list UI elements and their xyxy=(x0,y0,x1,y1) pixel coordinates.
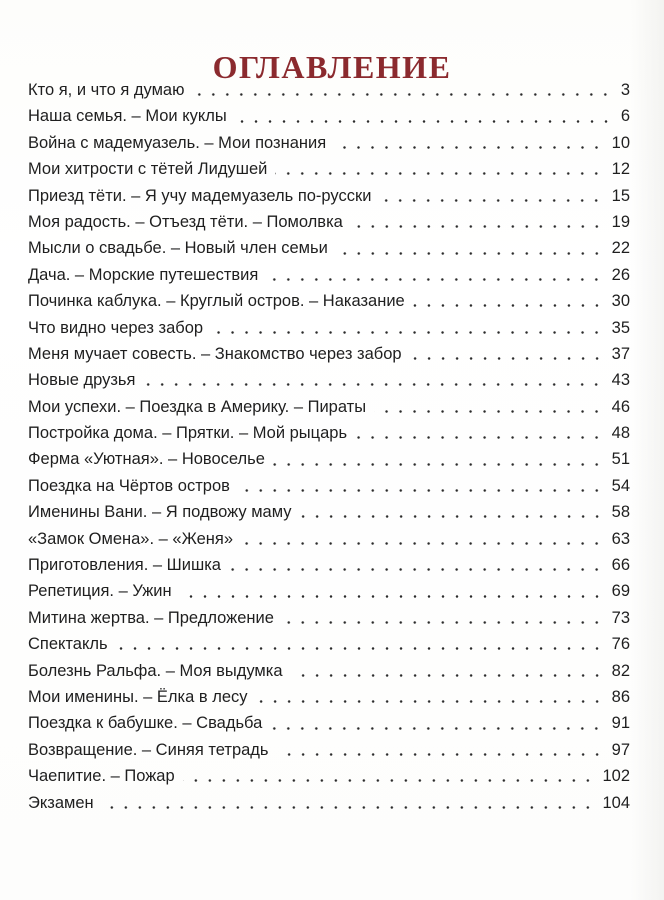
dot-leader xyxy=(336,252,604,255)
page-number: 22 xyxy=(611,239,630,258)
chapter-title: Репетиция. – Ужин xyxy=(28,582,172,601)
chapter-title: Мысли о свадьбе. – Новый член семьи xyxy=(28,239,328,258)
table-of-contents xyxy=(28,77,630,816)
chapter-title: Мои успехи. – Поездка в Америку. – Пираты xyxy=(28,397,367,416)
dot-leader xyxy=(229,568,604,571)
page-number: 3 xyxy=(620,81,630,99)
toc-entry xyxy=(28,684,630,710)
dot-leader xyxy=(334,146,604,149)
page-number: 97 xyxy=(611,740,630,759)
toc-heading: ОГЛАВЛЕНИЕ xyxy=(212,49,452,86)
toc-entry xyxy=(28,446,630,472)
page-number: 91 xyxy=(611,714,630,733)
toc-entry xyxy=(28,315,630,341)
chapter-title: Приготовления. – Шишка xyxy=(28,556,221,575)
toc-entry xyxy=(28,658,630,684)
toc-entry xyxy=(28,763,630,789)
dot-leader xyxy=(183,779,595,782)
chapter-title: Поездка к бабушке. – Свадьба xyxy=(28,714,263,733)
page-number: 66 xyxy=(611,556,630,575)
chapter-title: Меня мучает совесть. – Знакомство через забор xyxy=(28,344,402,363)
page-number: 54 xyxy=(611,476,630,495)
chapter-title: Постройка дома. – Прятки. – Мой рыцарь xyxy=(28,424,348,443)
dot-leader xyxy=(238,489,604,492)
toc-entry xyxy=(28,790,630,816)
dot-leader xyxy=(300,515,604,518)
dot-leader xyxy=(277,753,604,756)
chapter-title: Что видно через забор xyxy=(28,318,204,337)
chapter-title: Кто я, и что я думаю xyxy=(28,81,185,99)
dot-leader xyxy=(270,727,603,730)
page-number: 26 xyxy=(611,265,630,284)
dot-leader xyxy=(256,700,604,703)
chapter-title: Именины Вани. – Я подвожу маму xyxy=(28,503,292,522)
chapter-title: Спектакль xyxy=(28,635,108,654)
chapter-title: Экзамен xyxy=(28,793,94,812)
chapter-title: Новые друзья xyxy=(28,371,136,390)
dot-leader xyxy=(241,542,604,545)
page-number: 10 xyxy=(611,133,630,152)
dot-leader xyxy=(102,806,595,809)
page-number: 82 xyxy=(611,661,630,680)
toc-entry xyxy=(28,420,630,446)
page-number: 12 xyxy=(611,160,630,179)
dot-leader xyxy=(379,199,603,202)
chapter-title: Болезнь Ральфа. – Моя выдумка xyxy=(28,661,283,680)
page-number: 6 xyxy=(620,107,630,126)
page-number: 48 xyxy=(611,424,630,443)
chapter-title: Ферма «Уютная». – Новоселье xyxy=(28,450,265,469)
chapter-title: Мои именины. – Ёлка в лесу xyxy=(28,687,248,706)
toc-entry xyxy=(28,103,630,129)
toc-entry xyxy=(28,499,630,525)
page-edge-shadow xyxy=(630,0,664,900)
toc-entry xyxy=(28,367,630,393)
toc-entry xyxy=(28,341,630,367)
page-number: 58 xyxy=(611,503,630,522)
page-number: 37 xyxy=(611,344,630,363)
toc-entry xyxy=(28,288,630,314)
chapter-title: «Замок Омена». – «Женя» xyxy=(28,529,234,548)
chapter-title: Приезд тёти. – Я учу мадемуазель по-русски xyxy=(28,186,372,205)
dot-leader xyxy=(266,278,603,281)
toc-entry xyxy=(28,737,630,763)
dot-leader xyxy=(143,383,603,386)
dot-leader xyxy=(351,225,604,228)
dot-leader xyxy=(410,357,604,360)
dot-leader xyxy=(180,595,604,598)
toc-entry xyxy=(28,209,630,235)
dot-leader xyxy=(291,674,604,677)
chapter-title: Митина жертва. – Предложение xyxy=(28,608,274,627)
toc-entry xyxy=(28,605,630,631)
chapter-title: Война с мадемуазель. – Мои познания xyxy=(28,133,327,152)
dot-leader xyxy=(211,331,604,334)
chapter-title: Мои хитрости с тётей Лидушей xyxy=(28,160,268,179)
toc-entry xyxy=(28,156,630,182)
page-number: 76 xyxy=(611,635,630,654)
toc-entry xyxy=(28,183,630,209)
page-number: 73 xyxy=(611,608,630,627)
page-number: 104 xyxy=(602,793,630,812)
chapter-title: Возвращение. – Синяя тетрадь xyxy=(28,740,269,759)
dot-leader xyxy=(282,621,604,624)
toc-entry xyxy=(28,631,630,657)
chapter-title: Починка каблука. – Круглый остров. – Наказание xyxy=(28,292,405,311)
page-number: 43 xyxy=(611,371,630,390)
dot-leader xyxy=(374,410,604,413)
dot-leader xyxy=(273,463,604,466)
toc-entry xyxy=(28,394,630,420)
dot-leader xyxy=(275,172,603,175)
toc-entry xyxy=(28,235,630,261)
page-number: 15 xyxy=(611,186,630,205)
page-number: 46 xyxy=(611,397,630,416)
toc-entry xyxy=(28,473,630,499)
page-number: 35 xyxy=(611,318,630,337)
chapter-title: Дача. – Морские путешествия xyxy=(28,265,259,284)
page-number: 69 xyxy=(611,582,630,601)
toc-entry xyxy=(28,552,630,578)
page-number: 30 xyxy=(611,292,630,311)
chapter-title: Чаепитие. – Пожар xyxy=(28,767,175,786)
page-number: 63 xyxy=(611,529,630,548)
toc-entry xyxy=(28,130,630,156)
dot-leader xyxy=(192,93,612,96)
page-number: 51 xyxy=(611,450,630,469)
toc-entry xyxy=(28,578,630,604)
dot-leader xyxy=(355,436,604,439)
page-number: 102 xyxy=(602,767,630,786)
chapter-title: Моя радость. – Отъезд тёти. – Помолвка xyxy=(28,212,343,231)
toc-entry xyxy=(28,262,630,288)
page-number: 19 xyxy=(611,212,630,231)
dot-leader xyxy=(413,304,604,307)
chapter-title: Наша семья. – Мои куклы xyxy=(28,107,227,126)
chapter-title: Поездка на Чёртов остров xyxy=(28,476,230,495)
toc-entry xyxy=(28,526,630,552)
toc-entry xyxy=(28,710,630,736)
dot-leader xyxy=(235,120,613,123)
page-number: 86 xyxy=(611,687,630,706)
dot-leader xyxy=(116,647,604,650)
toc-entry xyxy=(28,77,630,103)
